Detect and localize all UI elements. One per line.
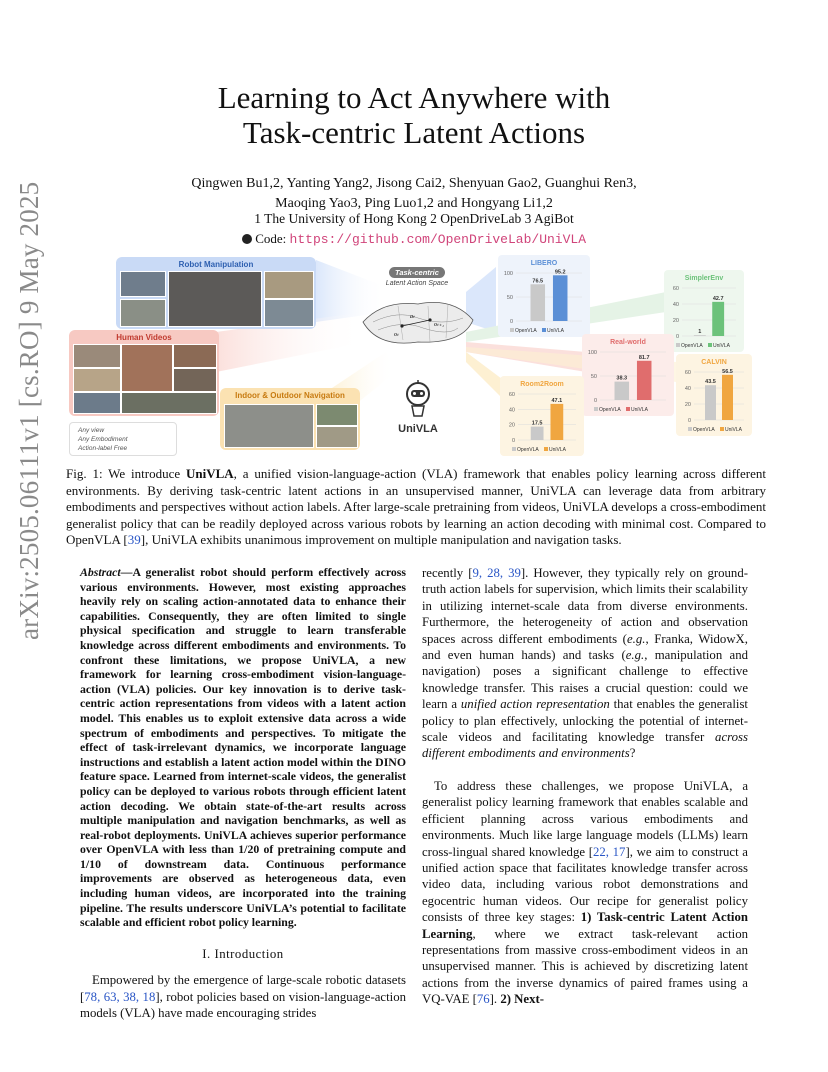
body-text: ? [629, 746, 636, 761]
robot-thumb [120, 271, 166, 297]
human-video-thumb [121, 392, 217, 414]
latent-subtitle: Latent Action Space [385, 280, 449, 287]
body-text: , where we extract task-relevant action representations from massive cross-embodiment videos in an unsupervised manner. This is achieved by discretizing latent actions from the inverse dynamics of paired frames using a VQ-VAE [ [422, 926, 748, 1007]
abstract [80, 565, 406, 930]
data-label: 42.7 [712, 295, 724, 302]
human-video-thumb [121, 344, 173, 392]
properties-box [69, 422, 177, 456]
navigation-thumb [316, 426, 358, 448]
legend-openvla: OpenVLA [681, 343, 703, 349]
chart-title: Room2Room [520, 381, 564, 388]
robot-thumb [264, 271, 314, 299]
caption-label: Fig. 1: [66, 466, 103, 481]
chart-title: LIBERO [530, 260, 558, 267]
body-italic: e.g. [626, 631, 646, 646]
chart-title: Real-world [610, 339, 646, 346]
arxiv-sidebar [14, 181, 54, 640]
navigation-title: Indoor & Outdoor Navigation [235, 391, 345, 400]
code-line [0, 231, 828, 247]
legend-swatch-openvla [676, 343, 680, 347]
bar-univla [722, 375, 733, 420]
author-list [0, 174, 828, 214]
bar-univla [553, 275, 568, 321]
latent-space-label [372, 262, 462, 287]
caption-text: ], UniVLA exhibits unanimous improvement on multiple manipulation and navigation tasks. [140, 532, 622, 547]
y-tick-label: 20 [672, 318, 679, 324]
legend-openvla: OpenVLA [693, 427, 715, 433]
legend-swatch-univla [542, 328, 546, 332]
robot-thumb [264, 299, 314, 327]
right-column [422, 565, 748, 1008]
y-tick-label: 60 [684, 370, 691, 376]
y-tick-label: 60 [672, 286, 679, 292]
body-bold: 2) Next- [500, 992, 545, 1007]
legend-swatch-openvla [594, 407, 598, 411]
bar-openvla [694, 335, 706, 336]
body-italic: e.g. [625, 648, 645, 663]
y-tick-label: 40 [672, 302, 679, 308]
note-action-label-free: Action-label Free [78, 445, 128, 452]
intro-paragraph [80, 972, 406, 1021]
legend-openvla: OpenVLA [515, 328, 537, 334]
data-label: 56.5 [722, 368, 733, 375]
robot-manipulation-panel [116, 257, 316, 329]
abstract-text: —A generalist robot should perform effectively across various environments. However, most existing approaches heavily rely on scaling action-annotated data to enhance their capabilities. Consequently, they are often limited to single physical specification and struggle to learn transferable knowledge across different embodiments and environments. To confront these limitations, we propose UniVLA, a new framework for learning cross-embodiment vision-language-action (VLA) policies. Our key innovation is to derive task-centric action representations from videos with a latent action model. This enables us to exploit extensive data across a wide spectrum of embodiments and perspectives. To mitigate the effect of task-irrelevant dynamics, we incorporate language instructions and establish a latent action model within the DINO feature space. Learned from internet-scale videos, the generalist policy can be deployed to various robots through efficient latent action decoding. We obtain state-of-the-art results across multiple manipulation and navigation benchmarks, as well as real-robot deployments. UniVLA achieves superior performance over OpenVLA with less than 1/20 of pretraining compute and 1/10 of downstream data. Continuous performance improvements are observed as heterogeneous data, even including human videos, are incorporated into the training pipeline. The results underscore UniVLA’s potential to facilitate scalable and efficient robot policy learning. [80, 565, 406, 930]
data-label: 81.7 [638, 354, 650, 361]
affiliations: 1 The University of Hong Kong 2 OpenDriveLab 3 AgiBot [254, 211, 574, 226]
title-line-2: Task-centric Latent Actions [242, 115, 586, 150]
chart-libero [498, 255, 590, 337]
body-text: , Franka, WidowX, and even human hands) and tasks ( [422, 631, 749, 663]
figure-caption [66, 466, 766, 549]
y-tick-label: 100 [503, 271, 513, 277]
data-label: 38.3 [616, 375, 628, 382]
bar-univla [712, 302, 724, 336]
human-video-thumb [173, 368, 217, 392]
human-video-thumb [73, 344, 121, 368]
legend-univla: UniVLA [725, 427, 742, 433]
chart-title: CALVIN [701, 359, 727, 366]
title-line-1: Learning to Act Anywhere with [217, 80, 611, 115]
citation-link[interactable]: 78, 63, 38, 18 [84, 989, 156, 1004]
data-label: 95.2 [554, 269, 566, 276]
arxiv-id: arXiv:2505.06111v1 [cs.RO] 9 May 2025 [14, 181, 44, 640]
legend-swatch-openvla [688, 427, 692, 431]
logo-text: UniVLA [398, 423, 438, 435]
data-label: 47.1 [551, 397, 563, 404]
body-text: ], robot policies based on vision-language-action models (VLA) have made encouraging strides [80, 989, 406, 1021]
human-video-thumb [73, 392, 121, 414]
body-text: ]. [489, 992, 501, 1007]
y-tick-label: 60 [508, 392, 515, 398]
body-text: Empowered by the emergence of large-scale robotic datasets [ [80, 973, 406, 1004]
legend-univla: UniVLA [549, 447, 566, 453]
legend-univla: UniVLA [631, 407, 648, 413]
human-videos-title: Human Videos [116, 333, 172, 342]
body-italic: across different embodiments and environments [422, 730, 748, 761]
y-tick-label: 0 [509, 319, 513, 325]
legend-swatch-univla [626, 407, 630, 411]
human-videos-panel [69, 330, 219, 416]
legend-univla: UniVLA [547, 328, 564, 334]
y-tick-label: 50 [506, 295, 513, 301]
citation-link[interactable]: 22, 17 [592, 844, 626, 859]
robot-thumb [120, 299, 166, 327]
section-heading-introduction: I. Introduction [202, 946, 284, 961]
body-text: ], we aim to construct a unified action space that facilitates knowledge transfer across video data, including various robot demonstrations and egocentric human videos. Our recipe for generalist policy consists of three key stages: [422, 844, 748, 925]
y-tick-label: 0 [593, 398, 597, 404]
y-tick-label: 40 [684, 386, 691, 392]
legend-openvla: OpenVLA [517, 447, 539, 453]
legend-swatch-univla [544, 447, 548, 451]
body-text: recently [ [422, 566, 473, 580]
latent-var-a: aₜ [410, 314, 415, 320]
body-text: To address these challenges, we propose UniVLA, a generalist policy learning framework that enables scalable and efficient planning across various embodiments and environments. Much like large language models (LLMs) learn cross-lingual shared knowledge [ [422, 778, 748, 859]
y-tick-label: 0 [687, 418, 691, 424]
human-video-thumb [173, 344, 217, 368]
caption-univla: UniVLA [185, 466, 234, 481]
legend-univla: UniVLA [713, 343, 730, 349]
bar-univla [637, 361, 652, 400]
chart-calvin [676, 354, 752, 436]
bar-openvla [531, 284, 546, 321]
note-any-view: Any view [78, 427, 105, 434]
navigation-thumb [316, 404, 358, 426]
legend-swatch-univla [720, 427, 724, 431]
body-text: , manipulation and navigation) poses a significant challenge to effective knowledge transfer. This raises a crucial question: could we learn a [422, 648, 749, 712]
paper-title [0, 80, 828, 150]
y-tick-label: 0 [511, 438, 515, 444]
note-any-embodiment: Any Embodiment [78, 436, 128, 443]
y-tick-label: 100 [587, 350, 597, 356]
authors-line-1: Qingwen Bu1,2, Yanting Yang2, Jisong Cai2, Shenyuan Gao2, Guanghui Ren3, [191, 176, 637, 191]
caption-text: , a unified vision-language-action (VLA) framework that enables policy learning across different environments. By deriving task-centric latent actions in an unsupervised manner, UniVLA can leverage data from arbitrary embodiments and perspectives without action labels. After large-scale pretraining from videos, UniVLA develops a cross-embodiment generalist policy that can be readily deployed across various robots by learning an action decoding with minimal cost. Compared to OpenVLA [ [66, 466, 766, 547]
bar-univla [550, 404, 563, 440]
chart-real-world [582, 334, 674, 416]
body-paragraph-1 [422, 565, 748, 762]
y-tick-label: 40 [508, 407, 515, 414]
y-tick-label: 20 [508, 422, 515, 429]
caption-text: We introduce [102, 466, 186, 481]
chart-room2room [500, 376, 584, 456]
legend-swatch-univla [708, 343, 712, 347]
citation-link[interactable]: 76 [476, 992, 490, 1007]
legend-openvla: OpenVLA [599, 407, 621, 413]
legend-swatch-openvla [512, 447, 516, 451]
body-text: that enables the generalist policy to plan effectively, unlocking the potential of internet-scale videos and facilitating knowledge transfer [422, 697, 748, 745]
robot-mascot-icon [403, 380, 433, 418]
bar-openvla [615, 382, 630, 400]
chart-simplerenv [664, 270, 744, 352]
body-italic: unified action representation [460, 697, 610, 712]
navigation-thumb [224, 404, 314, 448]
bar-openvla [705, 385, 716, 420]
data-label: 1 [698, 329, 702, 336]
data-label: 76.5 [532, 278, 544, 285]
citation-link[interactable]: 39 [127, 532, 141, 547]
body-text: ]. However, they typically rely on ground-truth action labels for supervision, which limits their scalability in utilizing internet-scale data from diverse environments. Furthermore, the heterogeneity of action and observation spaces across different embodiments ( [422, 566, 748, 646]
latent-title: Task-centric [389, 267, 445, 278]
latent-manifold [358, 292, 478, 352]
citation-link[interactable]: 9, 28, 39 [472, 566, 521, 580]
body-bold: 1) Task-centric Latent Action Learning [422, 910, 748, 941]
legend-swatch-openvla [510, 328, 514, 332]
univla-logo [388, 380, 448, 435]
body-paragraph-2 [422, 778, 748, 1008]
figure-1 [66, 252, 766, 458]
left-column [80, 565, 406, 1021]
abstract-label: Abstract [80, 565, 121, 579]
human-video-thumb [73, 368, 121, 392]
bar-openvla [531, 427, 544, 440]
chart-title: SimplerEnv [684, 275, 724, 282]
latent-var-o-next: oₜ₊₁ [434, 322, 445, 328]
data-label: 17.5 [531, 420, 543, 427]
authors-line-2: Maoqing Yao3, Ping Luo1,2 and Hongyang Li1,2 [275, 196, 553, 211]
y-tick-label: 20 [684, 402, 691, 408]
robot-thumb [168, 271, 262, 327]
robot-manipulation-title: Robot Manipulation [178, 260, 254, 269]
code-label: Code: [255, 231, 287, 246]
y-tick-label: 50 [590, 374, 597, 380]
y-tick-label: 0 [675, 334, 679, 340]
navigation-panel [220, 388, 360, 450]
data-label: 43.5 [705, 379, 716, 386]
code-url-link[interactable]: https://github.com/OpenDriveLab/UniVLA [289, 232, 586, 247]
github-icon [242, 234, 252, 244]
latent-var-o: oₜ [394, 332, 399, 338]
